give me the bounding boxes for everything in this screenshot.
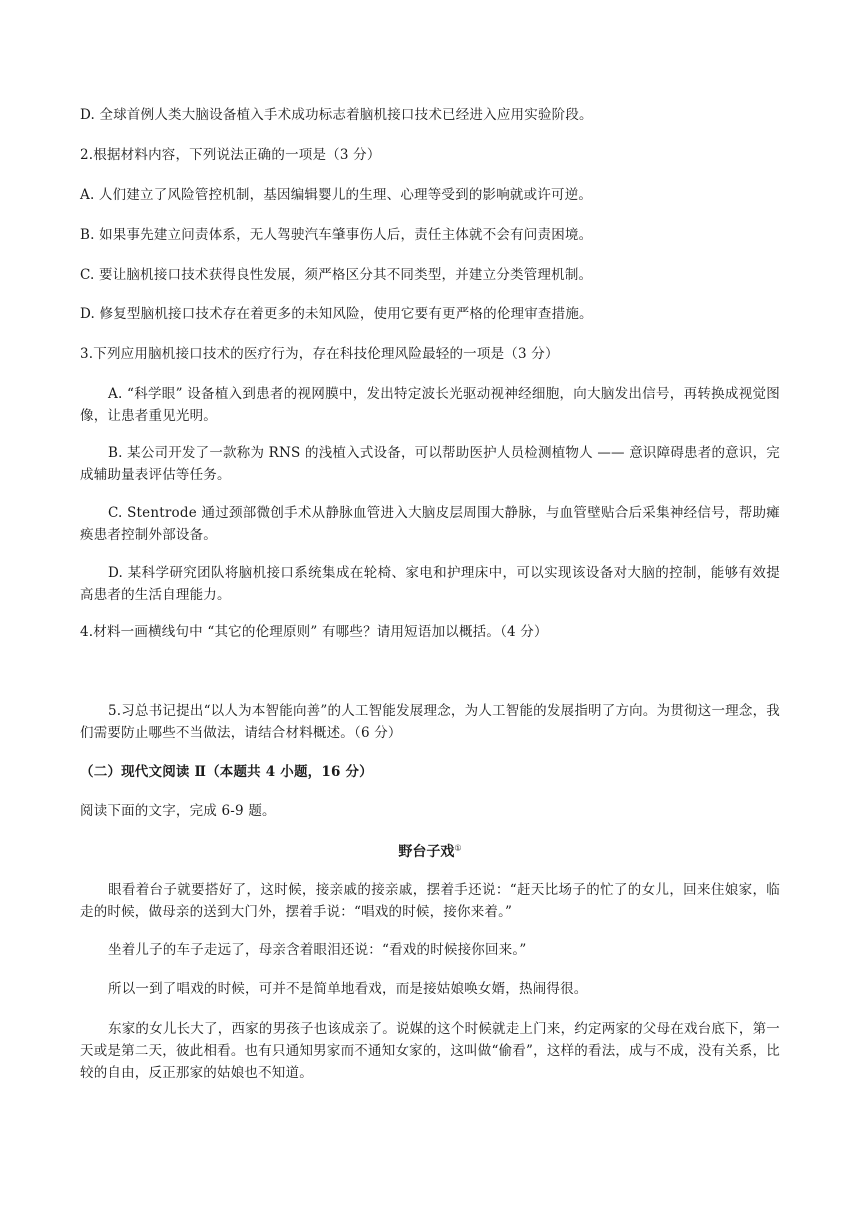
q1-option-d: D. 全球首例人类大脑设备植入手术成功标志着脑机接口技术已经进入应用实验阶段。 [80,107,593,123]
story-paragraph-3: 所以一到了唱戏的时候，可并不是简单地看戏，而是接姑娘唤女婿，热闹得很。 [108,981,588,997]
section-instruction: 阅读下面的文字，完成 6-9 题。 [80,803,276,819]
story-paragraph-1: 眼看着台子就要搭好了，这时候，接亲戚的接亲戚，摆着手还说：“赶天比场子的忙了的女儿，回来住娘家，临走的时候，做母亲的送到大门外，摆着手说：“唱戏的时候，接你来着。” [80,882,780,920]
q3-option-d: D. 某科学研究团队将脑机接口系统集成在轮椅、家电和护理床中，可以实现该设备对大脑的控制，能够有效提高患者的生活自理能力。 [80,565,780,603]
q2-option-c: C. 要让脑机接口技术获得良性发展，须严格区分其不同类型，并建立分类管理机制。 [80,267,593,283]
q3-option-b: B. 某公司开发了一款称为 RNS 的浅植入式设备，可以帮助医护人员检测植物人 —— 意识障碍患者的意识，完成辅助量表评估等任务。 [80,445,780,483]
story-paragraph-2: 坐着儿子的车子走远了，母亲含着眼泪还说：“看戏的时候接你回来。” [108,942,527,958]
q3-option-c: C. Stentrode 通过颈部微创手术从静脉血管进入大脑皮层周围大静脉，与血管壁贴合后采集神经信号，帮助瘫痪患者控制外部设备。 [80,505,780,543]
q4-stem: 4.材料一画横线句中 “其它的伦理原则” 有哪些？请用短语加以概括。（4 分） [80,624,548,640]
footnote-mark: ① [454,843,462,853]
q3-option-a: A. “科学眼” 设备植入到患者的视网膜中，发出特定波长光驱动视神经细胞，向大脑发出信号，再转换成视觉图像，让患者重见光明。 [80,386,780,424]
story-paragraph-4: 东家的女儿长大了，西家的男孩子也该成亲了。说媒的这个时候就走上门来，约定两家的父母在戏台底下，第一天或是第二天，彼此相看。也有只通知男家而不通知女家的，这叫做“偷看”，这样的看法，成与不成，没有关系，比较的自由，反正那家的姑娘也不知道。 [80,1021,780,1081]
q3-stem: 3.下列应用脑机接口技术的医疗行为，存在科技伦理风险最轻的一项是（3 分） [80,346,559,362]
q2-option-b: B. 如果事先建立问责体系，无人驾驶汽车肇事伤人后，责任主体就不会有问责困境。 [80,227,593,243]
q2-option-d: D. 修复型脑机接口技术存在着更多的未知风险，使用它要有更严格的伦理审查措施。 [80,306,593,322]
section-heading: （二）现代文阅读 Ⅱ（本题共 4 小题，16 分） [80,764,373,780]
q5-stem: 5.习总书记提出“以人为本智能向善”的人工智能发展理念，为人工智能的发展指明了方向。为贯彻这一理念，我们需要防止哪些不当做法，请结合材料概述。（6 分） [80,703,780,741]
q2-option-a: A. 人们建立了风险管控机制，基因编辑婴儿的生理、心理等受到的影响就或许可逆。 [80,187,593,203]
story-title-text: 野台子戏 [398,844,455,860]
q2-stem: 2.根据材料内容，下列说法正确的一项是（3 分） [80,147,381,163]
story-title [0,841,860,861]
